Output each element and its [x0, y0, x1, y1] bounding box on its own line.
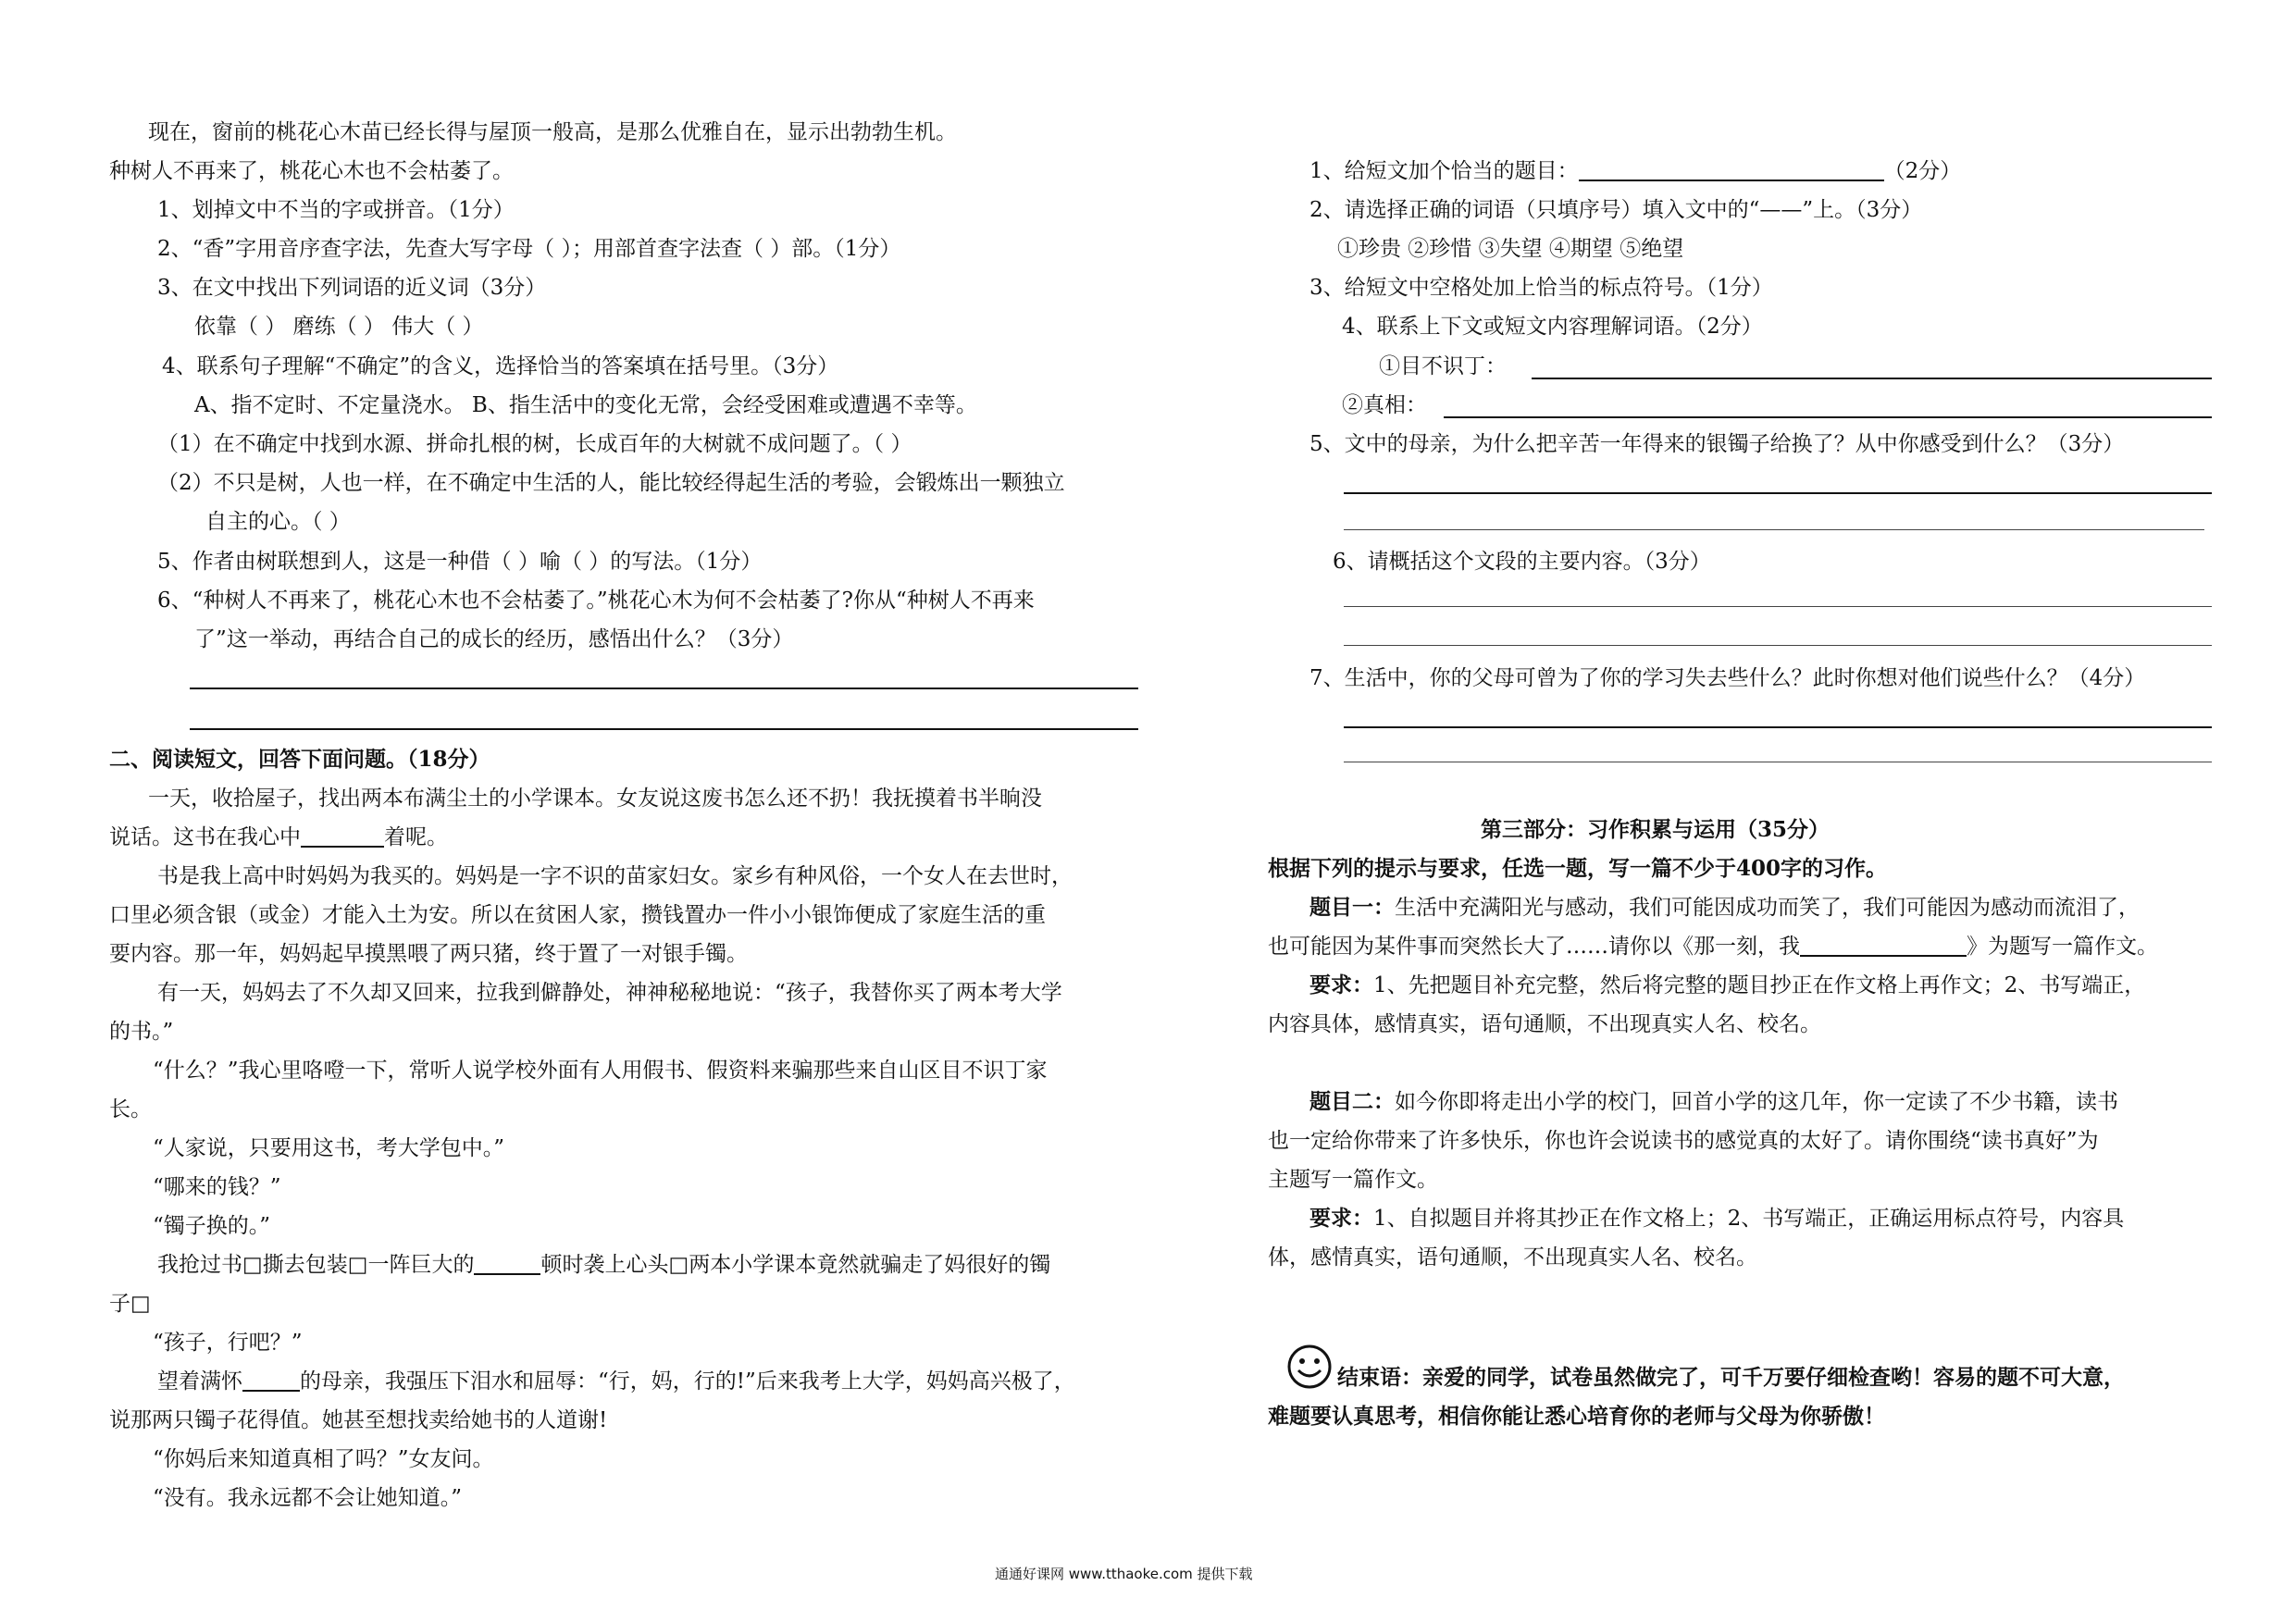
topic-text: 》为题写一篇作文。	[1967, 935, 2158, 959]
requirement-2-line-b: 体，感情真实，语句通顺，不出现真实人名、校名。	[1268, 1245, 1757, 1270]
topic-1-line-b	[1268, 933, 2158, 960]
answer-line[interactable]	[1444, 416, 2212, 418]
answer-line[interactable]	[190, 688, 1138, 689]
passage-p6: “哪来的钱？”	[153, 1175, 281, 1199]
answer-line[interactable]	[1344, 606, 2212, 607]
question-3-words: 依靠（ ） 磨练（ ） 伟大（ ）	[194, 315, 484, 339]
question-6a: 6、“种树人不再来了，桃花心木也不会枯萎了。”桃花心木为何不会枯萎了?你从“种树人不再来	[157, 588, 1035, 613]
part-3-heading: 第三部分：习作积累与运用（35分）	[1481, 817, 1831, 842]
question-5: 5、作者由树联想到人，这是一种借（ ）喻（ ）的写法。（1分）	[157, 550, 763, 574]
requirement-1-line-b: 内容具体，感情真实，语句通顺，不出现真实人名、校名。	[1268, 1012, 1821, 1036]
right-question-1	[1309, 157, 1961, 185]
passage-p3b: 的书。”	[109, 1020, 174, 1044]
question-text: 1、给短文加个恰当的题目：	[1309, 159, 1579, 183]
passage-p5: “人家说，只要用这书，考大学包中。”	[153, 1136, 505, 1160]
topic-text: 也可能因为某件事而突然长大了……请你以《那一刻，我	[1268, 935, 1800, 959]
topic-1-line-a	[1309, 894, 2140, 922]
passage-p1a: 一天，收拾屋子，找出两本布满尘土的小学课本。女友说这废书怎么还不扔！我抚摸着书半晌没	[148, 787, 1042, 811]
fill-blank[interactable]	[474, 1253, 540, 1275]
section-2-heading: 二、阅读短文，回答下面问题。（18分）	[109, 747, 490, 772]
title-answer-blank[interactable]	[1579, 159, 1884, 181]
answer-line[interactable]	[1344, 645, 2212, 646]
passage-p2c: 要内容。那一年，妈妈起早摸黑喂了两只猪，终于置了一对银手镯。	[109, 942, 748, 966]
closing-remark-b: 难题要认真思考，相信你能让悉心培育你的老师与父母为你骄傲！	[1268, 1404, 1885, 1429]
question-4: 4、联系句子理解“不确定”的含义，选择恰当的答案填在括号里。（3分）	[162, 354, 839, 378]
right-question-4: 4、联系上下文或短文内容理解词语。（2分）	[1342, 315, 1763, 339]
passage-text: 我抢过书□撕去包装□一阵巨大的	[157, 1253, 475, 1277]
intro-line-1: 现在，窗前的桃花心木苗已经长得与屋顶一般高，是那么优雅自在，显示出勃勃生机。	[148, 120, 957, 144]
question-4-item-2a: （2）不只是树，人也一样，在不确定中生活的人，能比较经得起生活的考验，会锻炼出一颗独立	[157, 471, 1065, 495]
right-question-5: 5、文中的母亲，为什么把辛苦一年得来的银镯子给换了？从中你感受到什么？（3分）	[1309, 432, 2125, 456]
fill-blank[interactable]	[301, 825, 384, 848]
question-6b: 了”这一举动，再结合自己的成长的经历，感悟出什么？（3分）	[194, 627, 794, 651]
right-question-4-item-2: ②真相：	[1342, 393, 1427, 417]
passage-p3a: 有一天，妈妈去了不久却又回来，拉我到僻静处，神神秘秘地说：“孩子，我替你买了两本考大学	[157, 981, 1062, 1005]
answer-line[interactable]	[190, 728, 1138, 730]
right-question-3: 3、给短文中空格处加上恰当的标点符号。（1分）	[1309, 276, 1773, 300]
topic-2-line-c: 主题写一篇作文。	[1268, 1168, 1438, 1192]
passage-text: 的母亲，我强压下泪水和屈辱：“行，妈，行的!”后来我考上大学，妈妈高兴极了，	[300, 1369, 1075, 1394]
right-question-2: 2、请选择正确的词语（只填序号）填入文中的“——”上。（3分）	[1309, 198, 1923, 222]
fill-blank[interactable]	[242, 1369, 300, 1392]
topic-title-blank[interactable]	[1800, 935, 1967, 957]
passage-p12: “没有。我永远都不会让她知道。”	[153, 1486, 463, 1510]
topic-2-line-a	[1309, 1088, 2118, 1116]
passage-p7: “镯子换的。”	[153, 1214, 271, 1238]
requirement-2-line-a	[1309, 1205, 2124, 1233]
right-question-2-options: ①珍贵 ②珍惜 ③失望 ④期望 ⑤绝望	[1337, 237, 1684, 261]
score-text: （2分）	[1883, 159, 1962, 183]
passage-p2b: 口里必须含银（或金）才能入土为安。所以在贫困人家，攒钱置办一件小小银饰便成了家庭生活的重	[109, 903, 1046, 927]
passage-p9: “孩子，行吧？”	[153, 1331, 303, 1355]
passage-p10b: 说那两只镯子花得值。她甚至想找卖给她书的人道谢!	[109, 1408, 608, 1432]
right-question-7: 7、生活中，你的父母可曾为了你的学习失去些什么？此时你想对他们说些什么？（4分）	[1309, 666, 2146, 690]
question-1: 1、划掉文中不当的字或拼音。（1分）	[157, 198, 515, 222]
answer-line[interactable]	[1344, 726, 2212, 728]
topic-label: 题目一：	[1309, 895, 1395, 920]
topic-text: 生活中充满阳光与感动，我们可能因成功而笑了，我们可能因为感动而流泪了，	[1395, 896, 2140, 920]
right-question-4-item-1: ①目不识丁：	[1379, 354, 1507, 378]
question-4-item-2b: 自主的心。（ ）	[205, 510, 351, 534]
requirement-text: 1、自拟题目并将其抄正在作文格上；2、书写端正，正确运用标点符号，内容具	[1373, 1207, 2125, 1231]
passage-p1b	[109, 824, 448, 851]
closing-remark-a: 结束语：亲爱的同学，试卷虽然做完了，可千万要仔细检查哟！容易的题不可大意，	[1337, 1365, 2125, 1390]
passage-text: 说话。这书在我心中	[109, 825, 301, 849]
passage-p11: “你妈后来知道真相了吗？”女友问。	[153, 1447, 494, 1471]
answer-line[interactable]	[1532, 378, 2212, 379]
requirement-label: 要求：	[1309, 1206, 1373, 1231]
question-4-item-1: （1）在不确定中找到水源、拼命扎根的树，长成百年的大树就不成问题了。（ ）	[157, 432, 912, 456]
passage-p8a	[157, 1251, 1050, 1279]
smiley-icon	[1286, 1344, 1333, 1390]
footer-credit: 通通好课网 www.tthaoke.com 提供下载	[995, 1566, 1253, 1582]
passage-p8b: 子□	[109, 1292, 151, 1316]
topic-2-line-b: 也一定给你带来了许多快乐，你也许会说读书的感觉真的太好了。请你围绕“读书真好”为	[1268, 1129, 2099, 1153]
composition-instructions: 根据下列的提示与要求，任选一题，写一篇不少于400字的习作。	[1268, 856, 1888, 881]
passage-p4a: “什么？”我心里咯噔一下，常听人说学校外面有人用假书、假资料来骗那些来自山区目不识丁家	[153, 1059, 1048, 1083]
passage-text: 望着满怀	[157, 1369, 242, 1394]
passage-p2a: 书是我上高中时妈妈为我买的。妈妈是一字不识的苗家妇女。家乡有种风俗，一个女人在去世时，	[157, 864, 1073, 888]
topic-text: 如今你即将走出小学的校门，回首小学的这几年，你一定读了不少书籍，读书	[1395, 1090, 2118, 1114]
question-4-options: A、指不定时、不定量浇水。 B、指生活中的变化无常，会经受困难或遭遇不幸等。	[194, 393, 977, 417]
passage-p4b: 长。	[109, 1097, 152, 1121]
requirement-label: 要求：	[1309, 973, 1373, 997]
intro-line-2: 种树人不再来了，桃花心木也不会枯萎了。	[109, 159, 514, 183]
passage-text: 顿时袭上心头□两本小学课本竟然就骗走了妈很好的镯	[540, 1253, 1051, 1277]
question-3: 3、在文中找出下列词语的近义词（3分）	[157, 276, 547, 300]
requirement-1-line-a	[1309, 972, 2145, 999]
answer-line[interactable]	[1344, 529, 2204, 530]
question-2: 2、“香”字用音序查字法，先查大写字母（ ）；用部首查字法查（ ）部。（1分）	[157, 237, 901, 261]
topic-label: 题目二：	[1309, 1089, 1395, 1114]
answer-line[interactable]	[1344, 492, 2212, 494]
passage-p10a	[157, 1368, 1075, 1395]
passage-text: 着呢。	[384, 825, 448, 849]
right-question-6: 6、请概括这个文段的主要内容。（3分）	[1333, 550, 1711, 574]
requirement-text: 1、先把题目补充完整，然后将完整的题目抄正在作文格上再作文；2、书写端正，	[1373, 973, 2146, 997]
